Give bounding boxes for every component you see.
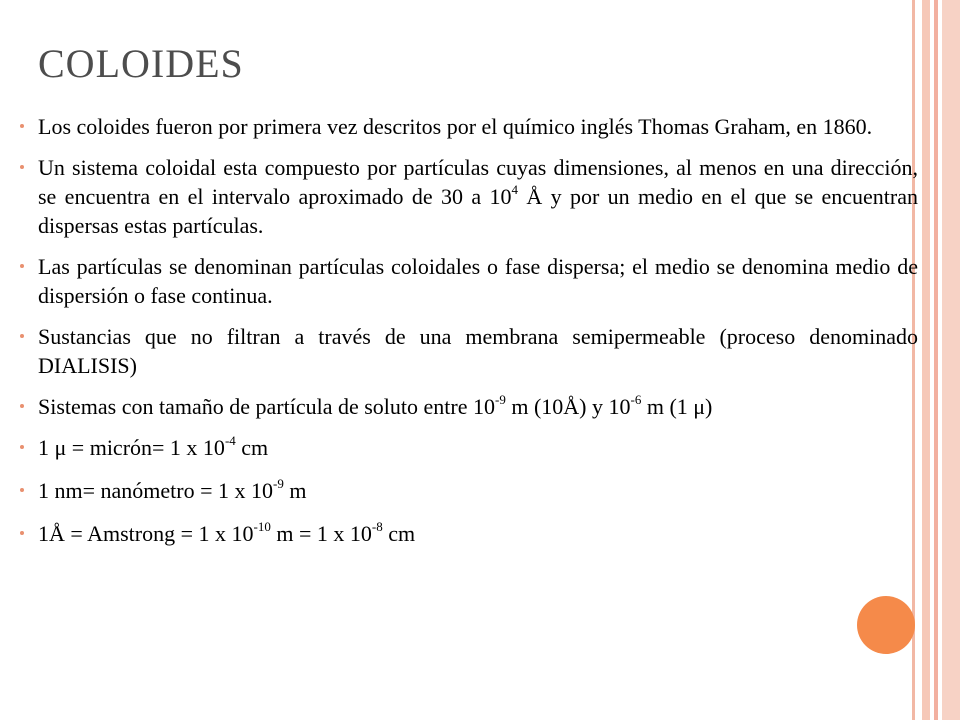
bullet-item — [20, 433, 918, 462]
bullet-text: m (1 μ) — [641, 394, 713, 419]
superscript: -6 — [630, 391, 642, 407]
bullet-text: 1 nm= nanómetro = 1 x 10 — [38, 478, 274, 503]
superscript: -10 — [253, 518, 271, 534]
decorative-orange-circle — [857, 596, 915, 654]
bullet-text: Los coloides fueron por primera vez descritos por el químico inglés Thomas Graham, en 1860. — [38, 114, 873, 139]
bullet-dot-icon — [20, 334, 24, 338]
bullet-text: Un sistema coloidal esta compuesto por partículas cuyas dimensiones, al menos en una dirección, se encuentra en el intervalo aproximado de 30 a 10 — [38, 155, 918, 209]
superscript: -8 — [371, 518, 383, 534]
bullet-text: m = 1 x 10 — [270, 521, 372, 546]
bullet-dot-icon — [20, 165, 24, 169]
bullet-dot-icon — [20, 264, 24, 268]
bullet-item — [20, 476, 918, 505]
bullet-text: m — [283, 478, 307, 503]
bullet-list — [20, 112, 918, 548]
bullet-text: Å y por un medio en el que se encuentran dispersas estas partículas. — [38, 184, 918, 238]
bullet-dot-icon — [20, 404, 24, 408]
bullet-text: Sustancias que no filtran a través de una membrana semipermeable (proceso denominado DIALISIS) — [38, 324, 918, 378]
bullet-text: Sistemas con tamaño de partícula de soluto entre 10 — [38, 394, 495, 419]
bullet-text: cm — [235, 435, 269, 460]
bullet-text: 1 μ = micrón= 1 x 10 — [38, 435, 225, 460]
bullet-item — [20, 153, 918, 240]
bullet-item — [20, 322, 918, 380]
bullet-item — [20, 252, 918, 310]
bullet-text: cm — [382, 521, 416, 546]
superscript: -9 — [494, 391, 506, 407]
bullet-text: 1Å = Amstrong = 1 x 10 — [38, 521, 254, 546]
bullet-dot-icon — [20, 445, 24, 449]
bullet-text: m (10Å) y 10 — [505, 394, 631, 419]
decorative-side-stripes — [912, 0, 960, 720]
bullet-item — [20, 519, 918, 548]
bullet-item — [20, 392, 918, 421]
slide-title: COLOIDES — [38, 41, 244, 86]
bullet-dot-icon — [20, 488, 24, 492]
bullet-item — [20, 112, 918, 141]
superscript: 4 — [511, 181, 518, 197]
bullet-dot-icon — [20, 124, 24, 128]
bullet-dot-icon — [20, 531, 24, 535]
bullet-text: Las partículas se denominan partículas coloidales o fase dispersa; el medio se denomina medio de dispersión o fase continua. — [38, 254, 918, 308]
superscript: -4 — [224, 432, 236, 448]
superscript: -9 — [273, 475, 284, 491]
